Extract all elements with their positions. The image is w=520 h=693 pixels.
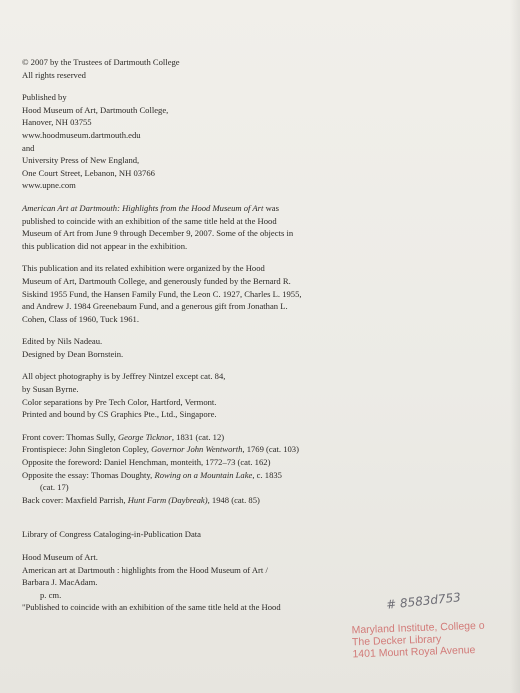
rights-line: All rights reserved <box>22 69 86 80</box>
credit-suffix: , 1948 (cat. 85) <box>207 494 260 505</box>
publisher-block <box>22 91 492 192</box>
photography-line: by Susan Byrne. <box>22 384 79 395</box>
page-edge-shadow <box>510 0 520 693</box>
back-cover-credit <box>22 494 492 507</box>
artwork-title: Governor John Wentworth <box>151 444 243 455</box>
publication-note-line: Museum of Art from June 9 through December 9, 2007. Some of the objects in <box>22 228 294 239</box>
cip-line: American art at Dartmouth : highlights from the Hood Museum of Art / <box>22 564 268 575</box>
credit-prefix: Frontispiece: John Singleton Copley, <box>22 444 152 455</box>
editing-block <box>22 335 492 360</box>
library-stamp <box>351 620 485 661</box>
book-title: American Art at Dartmouth: Highlights from the Hood Museum of Art <box>22 202 264 213</box>
stamp-line: 1401 Mount Royal Avenue <box>352 644 476 661</box>
publication-note-line: this publication did not appear in the exhibition. <box>22 240 188 251</box>
cip-heading-block <box>22 528 492 541</box>
cip-line: Barbara J. MacAdam. <box>22 577 98 588</box>
publisher-line: and <box>22 142 35 153</box>
credit-prefix: Back cover: Maxfield Parrish, <box>22 494 128 505</box>
funding-line: Cohen, Class of 1960, Tuck 1961. <box>22 313 139 324</box>
colophon-text <box>22 56 492 624</box>
cip-pcm: p. cm. <box>40 589 62 600</box>
credit-prefix: Front cover: Thomas Sully, <box>22 431 118 442</box>
cip-line: Hood Museum of Art. <box>22 552 98 562</box>
cip-line: "Published to coincide with an exhibition of the same title held at the Hood <box>22 602 281 613</box>
publisher-line: Hood Museum of Art, Dartmouth College, <box>22 104 169 115</box>
publication-note-line: published to coincide with an exhibition of the same title held at the Hood <box>22 215 277 226</box>
artwork-title: Hunt Farm (Daybreak) <box>127 494 208 505</box>
funding-line: and Andrew J. 1984 Greenebaum Fund, and a generous gift from Jonathan L. <box>22 301 288 312</box>
publisher-line: Published by <box>22 92 67 103</box>
cip-heading: Library of Congress Cataloging-in-Publication Data <box>22 529 201 540</box>
front-cover-credit <box>22 431 492 444</box>
copyright-line: © 2007 by the Trustees of Dartmouth College <box>22 57 180 67</box>
book-title-suffix: was <box>263 202 279 213</box>
edited-by: Edited by Nils Nadeau. <box>22 336 103 347</box>
frontispiece-credit <box>22 443 492 456</box>
publisher-line: www.hoodmuseum.dartmouth.edu <box>22 129 141 140</box>
artwork-title: Rowing on a Mountain Lake <box>154 469 253 480</box>
designed-by: Designed by Dean Bornstein. <box>22 348 124 359</box>
publisher-line: One Court Street, Lebanon, NH 03766 <box>22 167 155 178</box>
artwork-title: George Ticknor <box>117 431 172 442</box>
publication-note-block <box>22 202 492 252</box>
photography-line: Color separations by Pre Tech Color, Hartford, Vermont. <box>22 396 217 407</box>
photography-line: Printed and bound by CS Graphics Pte., Ltd., Singapore. <box>22 409 217 420</box>
credit-suffix: , 1769 (cat. 103) <box>242 444 299 455</box>
publisher-line: Hanover, NH 03755 <box>22 117 92 128</box>
copyright-block <box>22 56 492 81</box>
funding-line: Museum of Art, Dartmouth College, and generously funded by the Bernard R. <box>22 275 291 286</box>
essay-credit-continuation: (cat. 17) <box>40 482 69 493</box>
stamp-line: The Decker Library <box>351 633 442 649</box>
photography-block <box>22 370 492 420</box>
publisher-line: University Press of New England, <box>22 155 140 166</box>
credit-suffix: , c. 1835 <box>252 469 282 480</box>
funding-line: Siskind 1955 Fund, the Hansen Family Fund, the Leon C. 1927, Charles L. 1955, <box>22 288 302 299</box>
photography-line: All object photography is by Jeffrey Nintzel except cat. 84, <box>22 371 226 382</box>
handwritten-call-number: # 8583d753 <box>385 590 462 612</box>
funding-line: This publication and its related exhibition were organized by the Hood <box>22 263 265 274</box>
stamp-line: Maryland Institute, College o <box>351 619 485 637</box>
publisher-line: www.upne.com <box>22 180 76 191</box>
foreword-credit: Opposite the foreword: Daniel Henchman, monteith, 1772–73 (cat. 162) <box>22 457 271 468</box>
essay-credit <box>22 469 492 482</box>
credit-prefix: Opposite the essay: Thomas Doughty, <box>22 469 155 480</box>
covers-block <box>22 431 492 507</box>
funding-block <box>22 262 492 325</box>
credit-suffix: , 1831 (cat. 12) <box>171 431 225 442</box>
publication-note-title-line <box>22 202 492 215</box>
